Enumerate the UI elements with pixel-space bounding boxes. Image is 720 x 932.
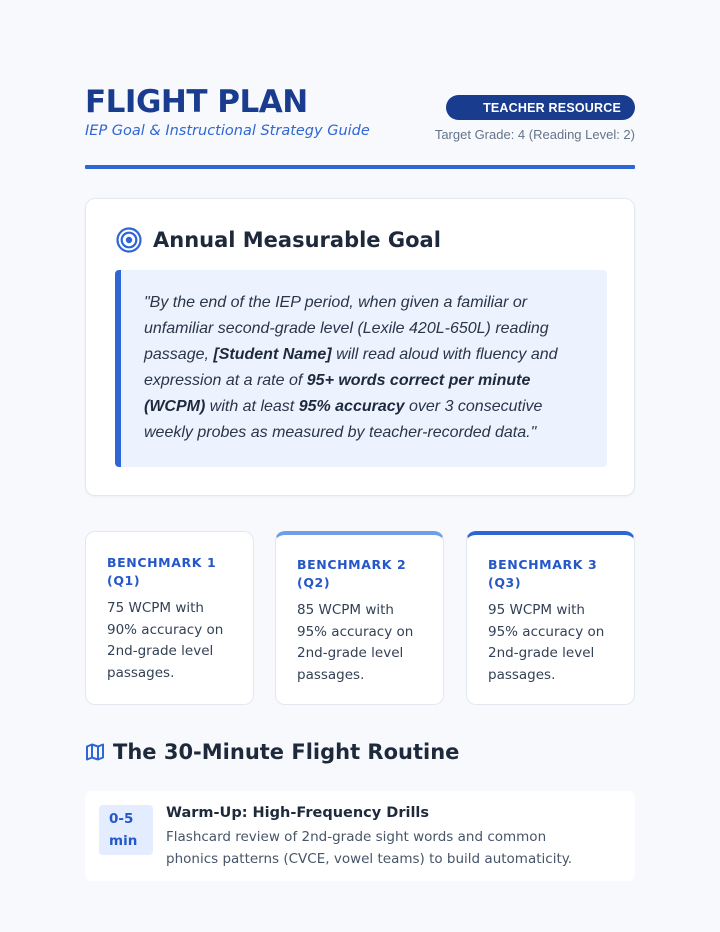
benchmark-label: BENCHMARK 1 (Q1) — [107, 555, 217, 588]
goal-heading: Annual Measurable Goal — [153, 228, 441, 252]
step-time-unit: min — [109, 833, 138, 849]
benchmark-card-2 — [275, 531, 444, 705]
target-icon — [116, 227, 142, 253]
benchmark-description: 95 WCPM with 95% accuracy on 2nd-grade level passages. — [488, 602, 605, 683]
routine-header — [85, 740, 459, 764]
step-time-range: 0-5 — [109, 811, 134, 827]
target-grade-label: Target Grade: 4 (Reading Level: 2) — [434, 127, 635, 142]
goal-rate: 95+ words correct per minute (WCPM) — [144, 372, 531, 415]
benchmark-card-1 — [85, 531, 254, 705]
student-name-placeholder: [Student Name] — [213, 346, 332, 363]
benchmark-label: BENCHMARK 3 (Q3) — [488, 557, 598, 590]
header-divider — [85, 165, 635, 169]
annual-goal-card — [85, 198, 635, 496]
page-title: FLIGHT PLAN — [85, 84, 308, 120]
goal-text-part: with at least — [205, 398, 299, 415]
goal-statement — [115, 270, 607, 467]
benchmark-label: BENCHMARK 2 (Q2) — [297, 557, 407, 590]
step-title: Warm-Up: High-Frequency Drills — [166, 805, 430, 821]
goal-header — [116, 227, 441, 253]
benchmark-card-3 — [466, 531, 635, 705]
page-subtitle: IEP Goal & Instructional Strategy Guide — [85, 123, 370, 139]
goal-text-part: "By the end of the IEP period, when given a familiar or unfamiliar second-grade level (Lexile 420L-650L) reading passage, — [144, 294, 549, 363]
routine-heading: The 30-Minute Flight Routine — [113, 740, 460, 764]
benchmark-description: 75 WCPM with 90% accuracy on 2nd-grade level passages. — [107, 600, 224, 681]
goal-accuracy: 95% accuracy — [298, 398, 405, 415]
header — [85, 84, 635, 144]
goal-text-part: over 3 consecutive weekly probes as measured by teacher-recorded data." — [144, 398, 543, 441]
teacher-resource-badge: TEACHER RESOURCE — [446, 95, 635, 120]
step-description: Flashcard review of 2nd-grade sight words and common phonics patterns (CVCE, vowel teams) to build automaticity. — [166, 829, 573, 867]
step-time-badge — [99, 805, 153, 855]
benchmark-description: 85 WCPM with 95% accuracy on 2nd-grade level passages. — [297, 602, 414, 683]
routine-step — [85, 791, 635, 881]
map-icon — [85, 742, 105, 762]
goal-text-part: will read aloud with fluency and expression at a rate of — [144, 346, 558, 389]
